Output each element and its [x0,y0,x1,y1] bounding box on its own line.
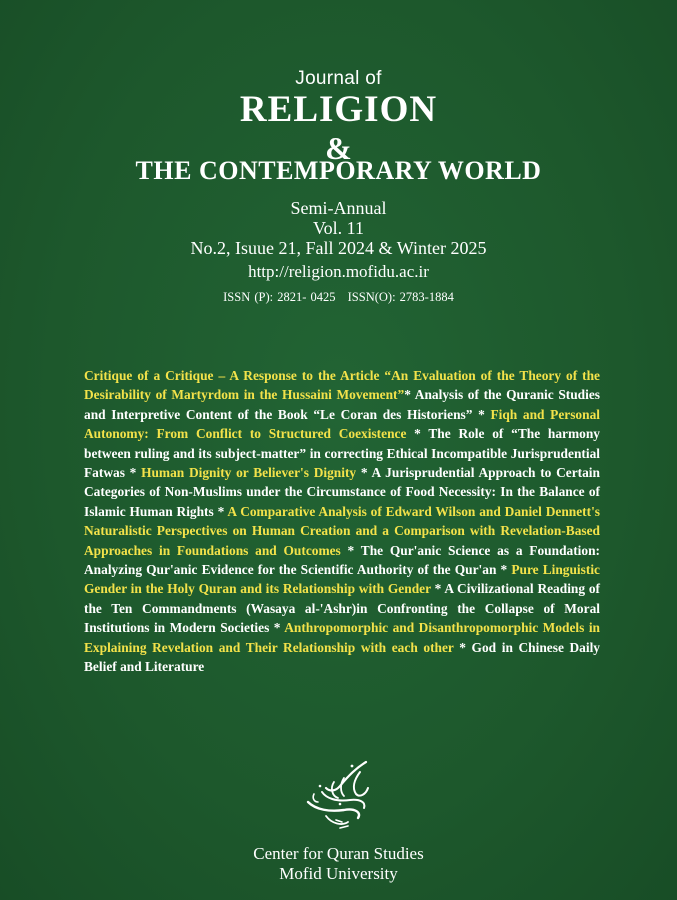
issue-label: No.2, Isuue 21, Fall 2024 & Winter 2025 [190,238,487,258]
article-title-separator: * Analysis of the Quranic Studies and Interpretive Content of the Book “Le Coran des Historiens” * [84,387,601,422]
article-title: Anthropomorphic and Disanthropomorphic Models in Explaining Revelation and Their Relationship with each other [84,620,600,655]
frequency-label: Semi-Annual [290,198,387,218]
journal-title-religion: RELIGION [239,89,438,130]
issn-line [0,290,677,305]
table-of-contents [84,366,600,677]
article-title-separator: * God in Chinese Daily Belief and Literature [84,639,600,675]
journal-title-ampersand: & [325,130,352,166]
issn-print: ISSN (P): 2821- 0425 [223,290,336,304]
article-title-separator: * A Jurisprudential Approach to Certain Categories of Non-Muslims under the Circumstance of Food Necessity: In the Balance of Islamic Human Rights * [84,465,600,519]
journal-of-label: Journal of [295,68,382,89]
article-title-separator: * The Role of “The harmony between ruling and its subject-matter” in correcting Ethical Incompatible Jurisprudential Fatwas * [84,426,600,481]
article-title: Human Dignity or Believer's Dignity [141,465,357,481]
article-title: A Comparative Analysis of Edward Wilson and Daniel Dennett's Naturalistic Perspectives on Human Creation and a Comparison with Revelation-Based Approaches in Foundations and Outcomes [84,503,601,558]
article-title: Critique of a Critique – A Response to the Article “An Evaluation of the Theory of the Desirability of Martyrdom in the Hussaini Movement” [84,368,600,403]
publisher-university: Mofid University [279,864,398,883]
journal-url: http://religion.mofidu.ac.ir [248,262,429,281]
article-title: Pure Linguistic Gender in the Holy Quran and its Relationship with Gender [84,562,600,597]
calligraphy-logo-icon [296,758,386,838]
publisher-center: Center for Quran Studies [253,844,424,863]
journal-title-contemporary-world: THE CONTEMPORARY WORLD [135,156,542,185]
article-title-separator: * The Qur'anic Science as a Foundation: Analyzing Qur'anic Evidence for the Scientific Authority of the Qur'an * [84,542,600,578]
article-title: Fiqh and Personal Autonomy: From Conflict to Structured Coexistence [84,406,600,442]
article-title-separator: * A Civilizational Reading of the Ten Commandments (Wasaya al-'Ashr)in Confronting the Collapse of Moral Institutions in Modern Societies * [84,581,600,636]
issn-online: ISSN(O): 2783-1884 [347,290,454,304]
volume-label: Vol. 11 [312,218,364,238]
